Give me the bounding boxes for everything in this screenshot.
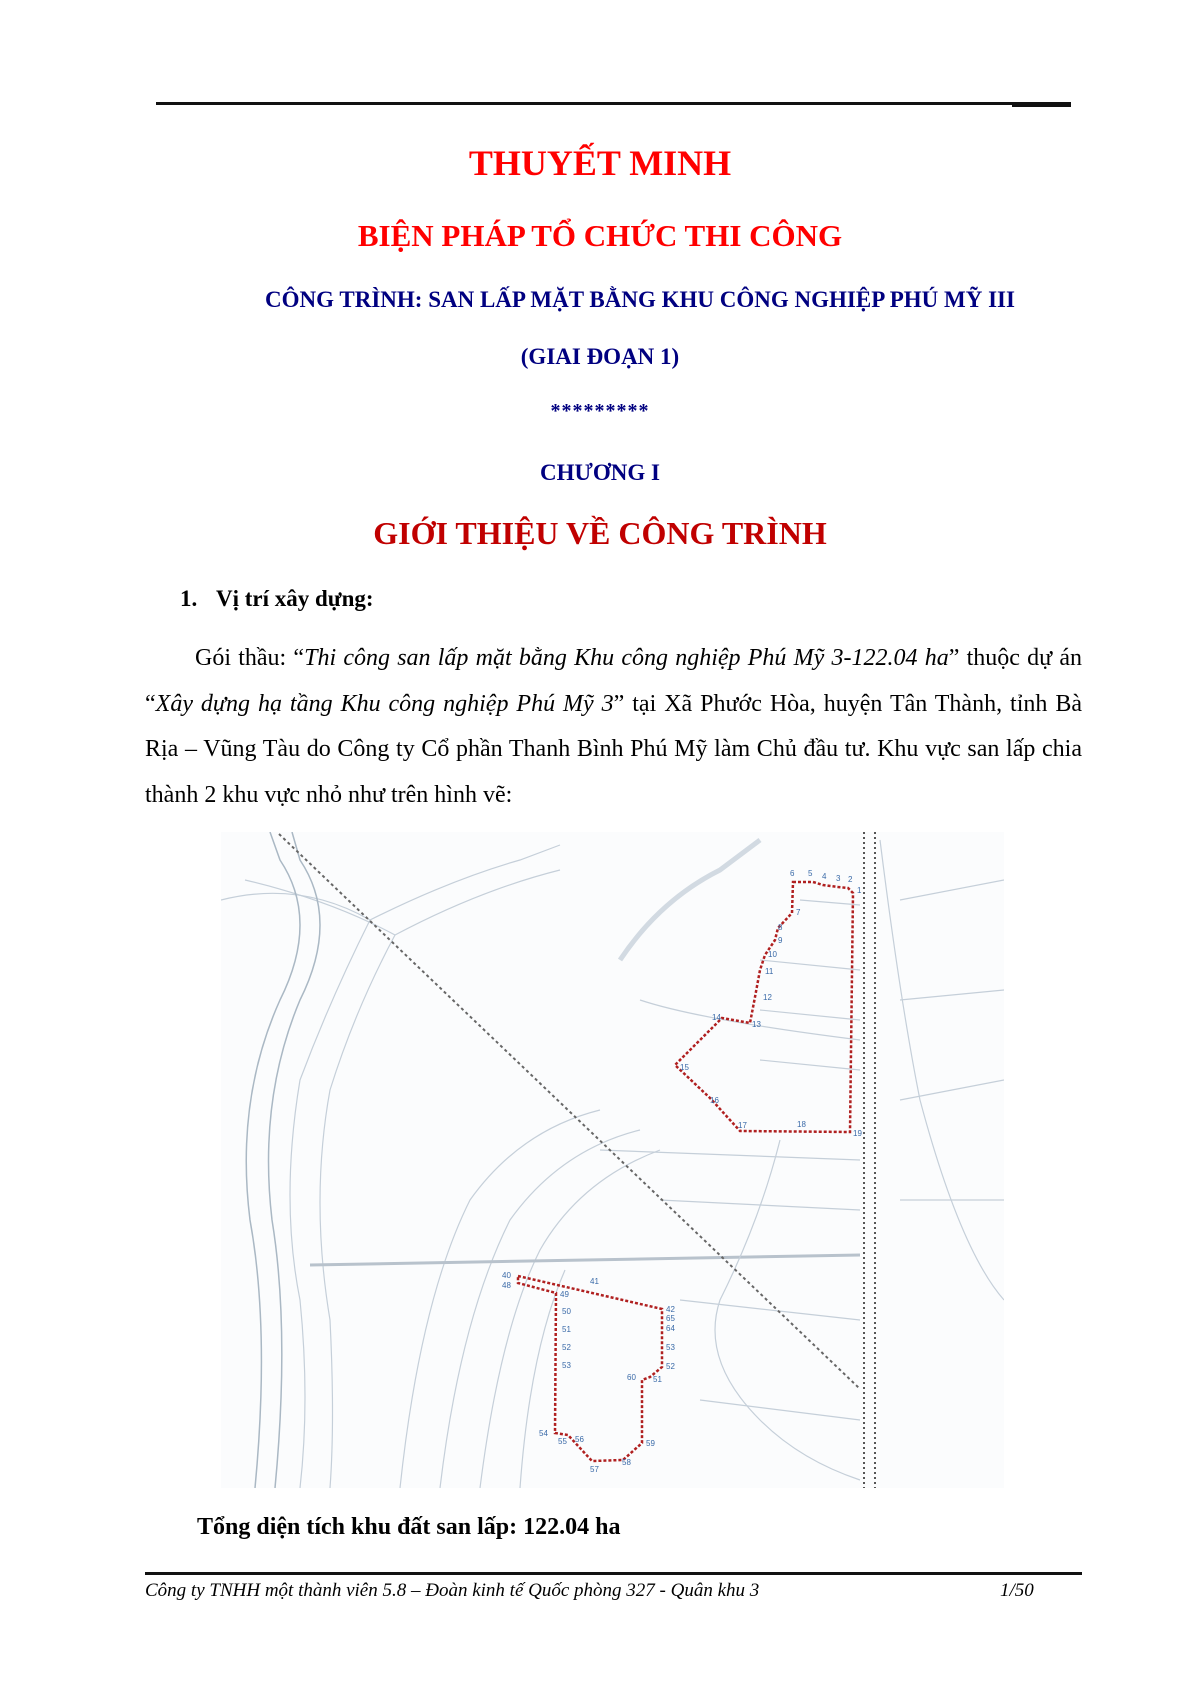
map-point-label: 64 [666,1324,675,1333]
map-point-label: 65 [666,1314,675,1323]
map-point-label: 60 [627,1373,636,1382]
map-point-label: 9 [778,936,783,945]
header-rule [156,102,1071,105]
project-name-italic: Xây dựng hạ tầng Khu công nghiệp Phú Mỹ 3 [155,690,614,717]
document-subtitle: BIỆN PHÁP TỔ CHỨC THI CÔNG [357,218,843,253]
map-point-label: 53 [562,1361,571,1370]
map-point-label: 49 [560,1290,569,1299]
map-point-label: 2 [848,875,853,884]
map-point-label: 1 [857,886,862,895]
map-point-label: 41 [590,1277,599,1286]
footer-rule [145,1572,1082,1575]
map-point-label: 52 [562,1343,571,1352]
para-text: Gói thầu: “ [195,645,305,671]
map-point-label: 40 [502,1271,511,1280]
map-point-label: 3 [836,874,841,883]
section-title: Vị trí xây dựng: [216,586,374,611]
map-point-label: 14 [712,1013,721,1022]
map-point-label: 54 [539,1429,548,1438]
map-point-label: 18 [797,1120,806,1129]
document-title: THUYẾT MINH [468,143,732,183]
map-point-label: 50 [562,1307,571,1316]
map-point-label: 10 [768,950,777,959]
section-heading [180,586,374,612]
map-point-label: 13 [752,1020,761,1029]
map-point-label: 15 [680,1063,689,1072]
map-point-label: 8 [778,923,783,932]
map-point-label: 48 [502,1281,511,1290]
project-phase: (GIAI ĐOẠN 1) [520,344,680,369]
map-point-label: 12 [763,993,772,1002]
map-point-label: 42 [666,1305,675,1314]
map-point-label: 4 [822,872,827,881]
map-point-label: 17 [738,1121,747,1130]
package-name: Thi công san lấp mặt bằng Khu công nghiệp Phú Mỹ 3-122.04 ha [304,645,949,671]
map-point-label: 7 [796,908,801,917]
footer-text: Công ty TNHH một thành viên 5.8 – Đoàn kinh tế Quốc phòng 327 - Quân khu 3 [145,1580,760,1601]
separator: ********* [550,400,650,422]
map-point-label: 11 [765,967,774,976]
page-number: 1/50 [1000,1580,1034,1601]
map-point-label: 57 [590,1465,599,1474]
map-point-label: 59 [646,1439,655,1448]
map-point-label: 51 [653,1375,662,1384]
chapter-title: GIỚI THIỆU VỀ CÔNG TRÌNH [373,515,827,551]
map-point-label: 51 [562,1325,571,1334]
header-rule-end [1012,102,1071,107]
map-point-label: 53 [666,1343,675,1352]
map-point-label: 16 [710,1096,719,1105]
para-text: ” thuộc dự án “ [145,645,1083,717]
map-point-label: 5 [808,869,813,878]
map-point-label: 52 [666,1362,675,1371]
chapter-number: CHƯƠNG I [540,460,660,485]
para-text: ” tại Xã Phước Hòa, huyện Tân Thành, tỉnh Bà Rịa – Vũng Tàu do Công ty Cổ phần Thanh Bình Phú Mỹ làm Chủ đầu tư. Khu vực san lấp chia thành 2 khu vực nhỏ như trên hình vẽ: [145,690,1083,808]
map-point-label: 19 [853,1129,862,1138]
body-paragraph [145,636,1082,818]
project-name: CÔNG TRÌNH: SAN LẤP MẶT BẰNG KHU CÔNG NGHIỆP PHÚ MỸ III [265,287,1015,312]
map-point-label: 56 [575,1435,584,1444]
total-area: Tổng diện tích khu đất san lấp: 122.04 ha [197,1514,621,1540]
map-point-label: 6 [790,869,795,878]
site-map [221,832,1004,1488]
section-number: 1. [180,586,198,611]
map-point-label: 55 [558,1437,567,1446]
map-point-label: 58 [622,1458,631,1467]
